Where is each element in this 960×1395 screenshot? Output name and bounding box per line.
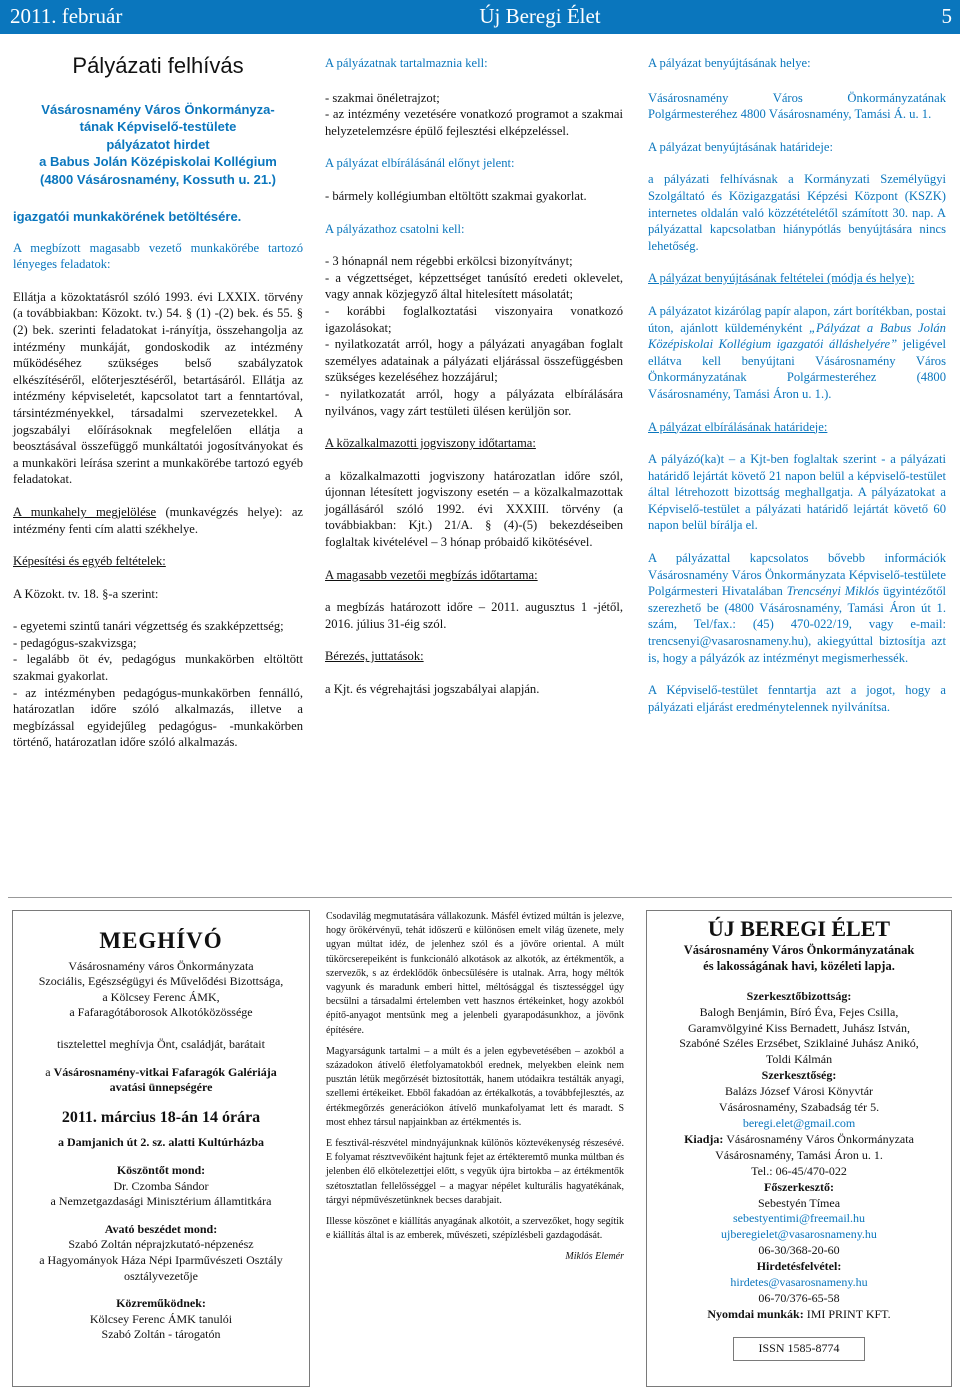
list-item: - pedagógus-szakvizsga; bbox=[13, 635, 137, 650]
requirements-list bbox=[13, 618, 303, 751]
contributor-line: Szabó Zoltán - tárogatón bbox=[101, 1327, 221, 1342]
article-paragraph: E fesztivál-részvétel mindnyájunknak különös köztevékenység részesévé. E folyamat résztvevőiként hajtunk fejet az értékteremtő munka múltban és jelenben élő elkötelezettjei előtt, s vegyük újra birtokba – az értékmentők szétosztatlan fellelősséggel – a magyar népélet kulturális hagyatékának, tárgyi népművészetünknek becses darabjait. bbox=[326, 1138, 624, 1206]
closing-text: A Képviselő-testület fenntartja azt a jogot, hogy a pályázati eljárást eredménytelennek nyilvánítsa. bbox=[648, 683, 946, 714]
list-item: - korábbi foglalkoztatási viszonyaira vonatkozó igazolásokat; bbox=[325, 303, 623, 335]
article-title: Pályázati felhívás bbox=[72, 53, 244, 78]
issue-date: 2011. február bbox=[10, 4, 123, 28]
list-item: - az intézményben pedagógus-munkakörben fennálló, határozatlan időre szóló alkalmazás, illetve a megbízással egyidejűleg pedagógus- -munkakörben történő, határozatlan időre szóló alkalmazás. bbox=[13, 685, 303, 750]
list-item: - egyetemi szintű tanári végzettség és szakképzettség; bbox=[13, 619, 284, 634]
org-line: a Fafaragótáborosok Alkotóközössége bbox=[69, 1005, 253, 1020]
signature: Miklós Elemér bbox=[565, 1251, 624, 1263]
middle-article bbox=[326, 910, 624, 1265]
deadline-heading: A pályázat benyújtásának határideje: bbox=[648, 139, 833, 154]
subtitle-line: és lakosságának havi, közéleti lapja. bbox=[703, 958, 895, 973]
invite-line: tisztelettel meghívja Önt, családját, barátait bbox=[57, 1036, 265, 1051]
list-item: - legalább öt év, pedagógus munkakörben eltöltött szakmai gyakorlat. bbox=[13, 652, 303, 684]
issuer-line: pályázatot hirdet bbox=[106, 136, 210, 152]
editor-email-link[interactable]: sebestyentimi@freemail.hu bbox=[732, 1211, 865, 1226]
invitation-box bbox=[12, 910, 310, 1387]
print-label: Nyomdai munkák: bbox=[707, 1306, 804, 1321]
ads-label: Hirdetésfelvétel: bbox=[756, 1259, 842, 1274]
editor-label: Főszerkesztő: bbox=[764, 1179, 834, 1194]
list-item: - nyilatkozatát arról, hogy a pályázata elbírálására nyilvános, vagy zárt testületi ülésen kerüljön sor. bbox=[325, 386, 623, 418]
list-item: - nyilatkozatát arról, hogy a pályázati anyagában foglalt személyes adatainak a pályázati eljárással összefüggésben szükséges kezeléséhez hozzájárul; bbox=[325, 337, 623, 385]
speaker-line: Dr. Czomba Sándor bbox=[113, 1178, 209, 1193]
article-paragraph: Csodavilág megmutatására vállakozunk. Másfél évtized múltán is jelezve, hogy örökérvényű, tehát időszerű e különösen emelt világ üzenete, mely ugyan múltat idéz, de jelenhez szól és a jövőre oriental. A múlt tükörcserepeiként is funkcionáló alkotások az alkotók, az értékmentők, a szervezők, s az érdeklődők önbecsülésére is utalnak. Arra, hogy méltók vagyunk és maradunk emberi hittel, méltósággal és tisztességgel úgy becsülni a társadalmi értelemben vett hasznos értékeinket, hogy azokból építő-anyagot mentsünk meg a jelenbeli gyarapodásunkhoz, a jövőnk építésére. bbox=[326, 911, 624, 1036]
masthead-subtitle bbox=[647, 943, 951, 975]
workplace-text: (munkavégzés helye): az intézmény fenti cím alatti székhelye. bbox=[13, 504, 303, 536]
org-line: a Kölcsey Ferenc ÁMK, bbox=[102, 989, 220, 1004]
board-label: Szerkesztőbizottság: bbox=[746, 988, 852, 1003]
requirements-heading: Képesítési és egyéb feltételek: bbox=[13, 554, 166, 569]
event-date: 2011. március 18-án 14 órára bbox=[61, 1108, 261, 1126]
office-line: Vásárosnamény, Szabadság tér 5. bbox=[718, 1100, 880, 1115]
publisher-label: Kiadja: bbox=[684, 1131, 724, 1146]
eval-heading: A pályázat elbírálásának határideje: bbox=[648, 419, 828, 434]
opening-label: Avató beszédet mond: bbox=[104, 1221, 218, 1236]
info-text-end: ügyintézőtől szerezhető be (4800 Vásárosnamény, Tamási Áron út 1. szám, Tel/fax.: (45) 470-022/19, vagy e-mail: trencsenyi@vasarosnameny.hu), akiegyúttal biztosítja azt is, hogy a pályázók az intézményt megismerhessék. bbox=[648, 584, 946, 665]
duration-text: a közalkalmazotti jogviszony határozatlan időre szól, újonnan létesített jogviszony esetén – a közalkalmazottak jogállásáról szóló 1992. évi XXXIII. törvény (a továbbiakban: Kjt.) 21/A. § (4)-(5) bekezdéseiben foglaltak kivételével – 3 hónap próbaidő kikötésével. bbox=[325, 468, 623, 550]
issuer-line: (4800 Vásárosnamény, Kossuth u. 21.) bbox=[39, 171, 277, 187]
list-item: - az intézmény vezetésére vonatkozó programot a szakmai helyzetelemzésre épülő fejlesztési elképzeléssel. bbox=[325, 107, 623, 138]
office-label: Szerkesztőség: bbox=[761, 1068, 837, 1083]
article-paragraph: Illesse köszönet e kiállítás anyagának alkotóit, a szervezőket, hogy segítik e kiállítás által is az emberek, művészeti, szépízlésbeli gazdagodását. bbox=[326, 1216, 624, 1242]
editor-email-link[interactable]: ujberegielet@vasarosnameny.hu bbox=[721, 1227, 877, 1242]
list-item: - a végzettséget, képzettséget tanúsító eredeti oklevelet, vagy annak közjegyző által hitelesített másolatát; bbox=[325, 270, 623, 302]
contributors-label: Közreműködnek: bbox=[116, 1296, 206, 1311]
place-text: Vásárosnamény Város Önkormányzatának Polgármesteréhez 4800 Vásárosnamény, Tamási Á. u. 1. bbox=[648, 90, 946, 122]
editor-name: Sebestyén Tímea bbox=[757, 1195, 841, 1210]
pay-text: a Kjt. és végrehajtási jogszabályai alapján. bbox=[325, 682, 540, 697]
org-line: Szociális, Egészségügyi és Művelődési Bizottsága, bbox=[38, 974, 284, 989]
list-item: - 3 hónapnál nem régebbi erkölcsi bizonyítványt; bbox=[325, 254, 573, 269]
event-prefix: a bbox=[45, 1064, 54, 1079]
speaker-line: a Hagyományok Háza Népi Iparművészeti Osztály bbox=[39, 1252, 283, 1267]
advantage-heading: A pályázat elbírálásánál előnyt jelent: bbox=[325, 156, 515, 171]
eval-text: A pályázó(ka)t – a Kjt-ben foglaltak szerint - a pályázati határidő lejártát követő 21 napon belül a képviselő-testület által létrehozott bizottság meghallgatja. A pályázatokat a Képviselő-testület a pályázati határidő lejártát követő 60 napon belül bírálja el. bbox=[648, 452, 946, 533]
column-1 bbox=[13, 50, 303, 751]
article-paragraph: Magyarságunk tartalmi – a múlt és a jelen egybevetésében – azokból a századokon átívelő életfolyamatokból erednek, melyekben eleink nem pusztán létük megőrzését biztosították, hanem utódaikra testálták anyagi, szellemi értékeiket. Ebből fakadóan az értékalkotás, a továbbfejlesztés, az értékmegőrzés generációkon átívelő munkafolyamat lett és maradt. S most ehhez társul napjainkban az értékmentés is. bbox=[326, 1045, 624, 1128]
attach-list bbox=[325, 253, 623, 419]
issuer-line: Vásárosnamény Város Önkormányza- bbox=[41, 101, 275, 117]
printer: IMI PRINT KFT. bbox=[806, 1306, 891, 1321]
speaker-line: osztályvezetője bbox=[124, 1268, 198, 1283]
masthead-title: ÚJ BEREGI ÉLET bbox=[707, 916, 891, 941]
office-email-link[interactable]: beregi.elet@gmail.com bbox=[742, 1115, 856, 1130]
office-line: Balázs József Városi Könyvtár bbox=[724, 1084, 874, 1099]
workplace-label: A munkahely megjelölése bbox=[13, 504, 157, 519]
publisher-address: Vásárosnamény, Tamási Áron u. 1. bbox=[715, 1147, 883, 1162]
mgmt-heading: A magasabb vezetői megbízás időtartama: bbox=[325, 567, 538, 582]
board-line: Toldi Kálmán bbox=[765, 1052, 833, 1067]
board-line: Garamvölgyiné Kiss Bernadett, Juhász István, bbox=[688, 1020, 910, 1035]
ads-tel: 06-70/376-65-58 bbox=[758, 1290, 840, 1305]
content-heading: A pályázatnak tartalmaznia kell: bbox=[325, 56, 488, 70]
duties-text: Ellátja a közoktatásról szóló 1993. évi LXXIX. törvény (a továbbiakban: Közokt. tv.) 54. § (1) -(2) bek. és 55. § (2) bek. szerinti feladatokat i-rányítja, összehangolja az intézmény munkáját, gondoskodik az intézmény működéséhez szükséges belső szabályzatok elkészítéséről, előterjesztéséről, betartásáról. Ellátja az intézmény képviseletét, kapcsolatot tart a fenntartóval, társintézményekkel, társadalmi szervezetekkel. A jogszabályi előírásoknak megfelelően ellátja a beosztásával összefüggő munkáltatói jogosítványokat és a munkaköri leírása szerint a munkakörébe tartozó egyéb feladatokat. bbox=[13, 289, 303, 487]
requirements-intro: A Közokt. tv. 18. §-a szerint: bbox=[13, 586, 159, 601]
page-header bbox=[0, 0, 960, 34]
event-venue: a Damjanich út 2. sz. alatti Kultúrházba bbox=[57, 1135, 264, 1150]
list-item: - szakmai önéletrajzot; bbox=[325, 90, 440, 105]
divider bbox=[8, 897, 952, 898]
duration-heading: A közalkalmazotti jogviszony időtartama: bbox=[325, 436, 536, 451]
greeting-label: Köszöntőt mond: bbox=[116, 1162, 206, 1177]
subtitle-line: Vásárosnamény Város Önkormányzatának bbox=[683, 942, 915, 957]
masthead-box bbox=[646, 910, 952, 1387]
publisher: Vásárosnamény Város Önkormányzata bbox=[726, 1131, 914, 1146]
mgmt-text: a megbízás határozott időre – 2011. augusztus 1 -jétől, 2016. július 31-éig szól. bbox=[325, 600, 623, 631]
editor-tel: 06-30/368-20-60 bbox=[758, 1243, 840, 1258]
method-heading: A pályázat benyújtásának feltételei (módja és helye): bbox=[648, 271, 915, 286]
position-title: igazgatói munkakörének betöltésére. bbox=[13, 209, 242, 225]
method-text: A pályázatot kizárólag papír alapon, zárt borítékban, postai úton, ajánlott küldeményként bbox=[648, 303, 946, 335]
column-3 bbox=[648, 55, 946, 715]
publisher-tel: Tel.: 06-45/470-022 bbox=[751, 1163, 847, 1178]
invitation-title: MEGHÍVÓ bbox=[99, 928, 223, 953]
method-quote: „Pályázat a Babus Jolán Középiskolai Kollégium igazgatói álláshelyére” bbox=[648, 320, 946, 352]
board-line: Balogh Benjámin, Bíró Éva, Fejes Csilla, bbox=[699, 1004, 899, 1019]
page-number: 5 bbox=[941, 4, 952, 28]
advantage-text: - bármely kollégiumban eltöltött szakmai gyakorlat. bbox=[325, 188, 587, 203]
content-list bbox=[325, 90, 623, 140]
pay-heading: Bérezés, juttatások: bbox=[325, 649, 424, 664]
contributor-line: Kölcsey Ferenc ÁMK tanulói bbox=[89, 1311, 233, 1326]
issuer-block bbox=[13, 101, 303, 189]
info-text: A pályázattal kapcsolatos bővebb információk Vásárosnamény Város Önkormányzata Képviselő-testülete Polgármesteri Hivatalában bbox=[648, 551, 946, 599]
duties-heading: A megbízott magasabb vezető munkakörébe tartozó lényeges feladatok: bbox=[13, 240, 303, 272]
info-contact-name: Trencsényi Miklós bbox=[786, 584, 880, 599]
speaker-line: Szabó Zoltán néprajzkutató-népzenész bbox=[68, 1237, 254, 1252]
method-text-end: jeligével ellátva kell benyújtani Vásárosnamény Város Önkormányzatának Polgármesteréhez (4800 Vásárosnamény, Tamási Áron u. 1.). bbox=[648, 337, 946, 401]
issuer-line: a Babus Jolán Középiskolai Kollégium bbox=[39, 154, 277, 170]
paper-name: Új Beregi Élet bbox=[479, 4, 601, 28]
deadline-text: a pályázati felhívásnak a Kormányzati Személyügyi Szolgáltató és Közigazgatási Képzési Központ (KSZK) internetes oldalán való közzétételétől számított 30. nap. A pályázattal kapcsolatban hiánypótlás benyújtására nincs lehetőség. bbox=[648, 172, 946, 253]
speaker-line: a Nemzetgazdasági Minisztérium államtitkára bbox=[50, 1194, 272, 1209]
attach-heading: A pályázathoz csatolni kell: bbox=[325, 221, 465, 236]
board-line: Szabóné Széles Erzsébet, Sziklainé Juhász Anikó, bbox=[679, 1036, 919, 1051]
org-line: Vásárosnamény város Önkormányzata bbox=[68, 958, 254, 973]
issuer-line: tának Képviselő-testülete bbox=[79, 119, 237, 135]
event-name: Vásárosnamény-vitkai Fafaragók Galériája avatási ünnepségére bbox=[53, 1064, 277, 1095]
ads-email-link[interactable]: hirdetes@vasarosnameny.hu bbox=[730, 1275, 868, 1290]
column-2 bbox=[325, 55, 623, 698]
issn-box: ISSN 1585-8774 bbox=[733, 1337, 865, 1361]
place-heading: A pályázat benyújtásának helye: bbox=[648, 56, 811, 70]
